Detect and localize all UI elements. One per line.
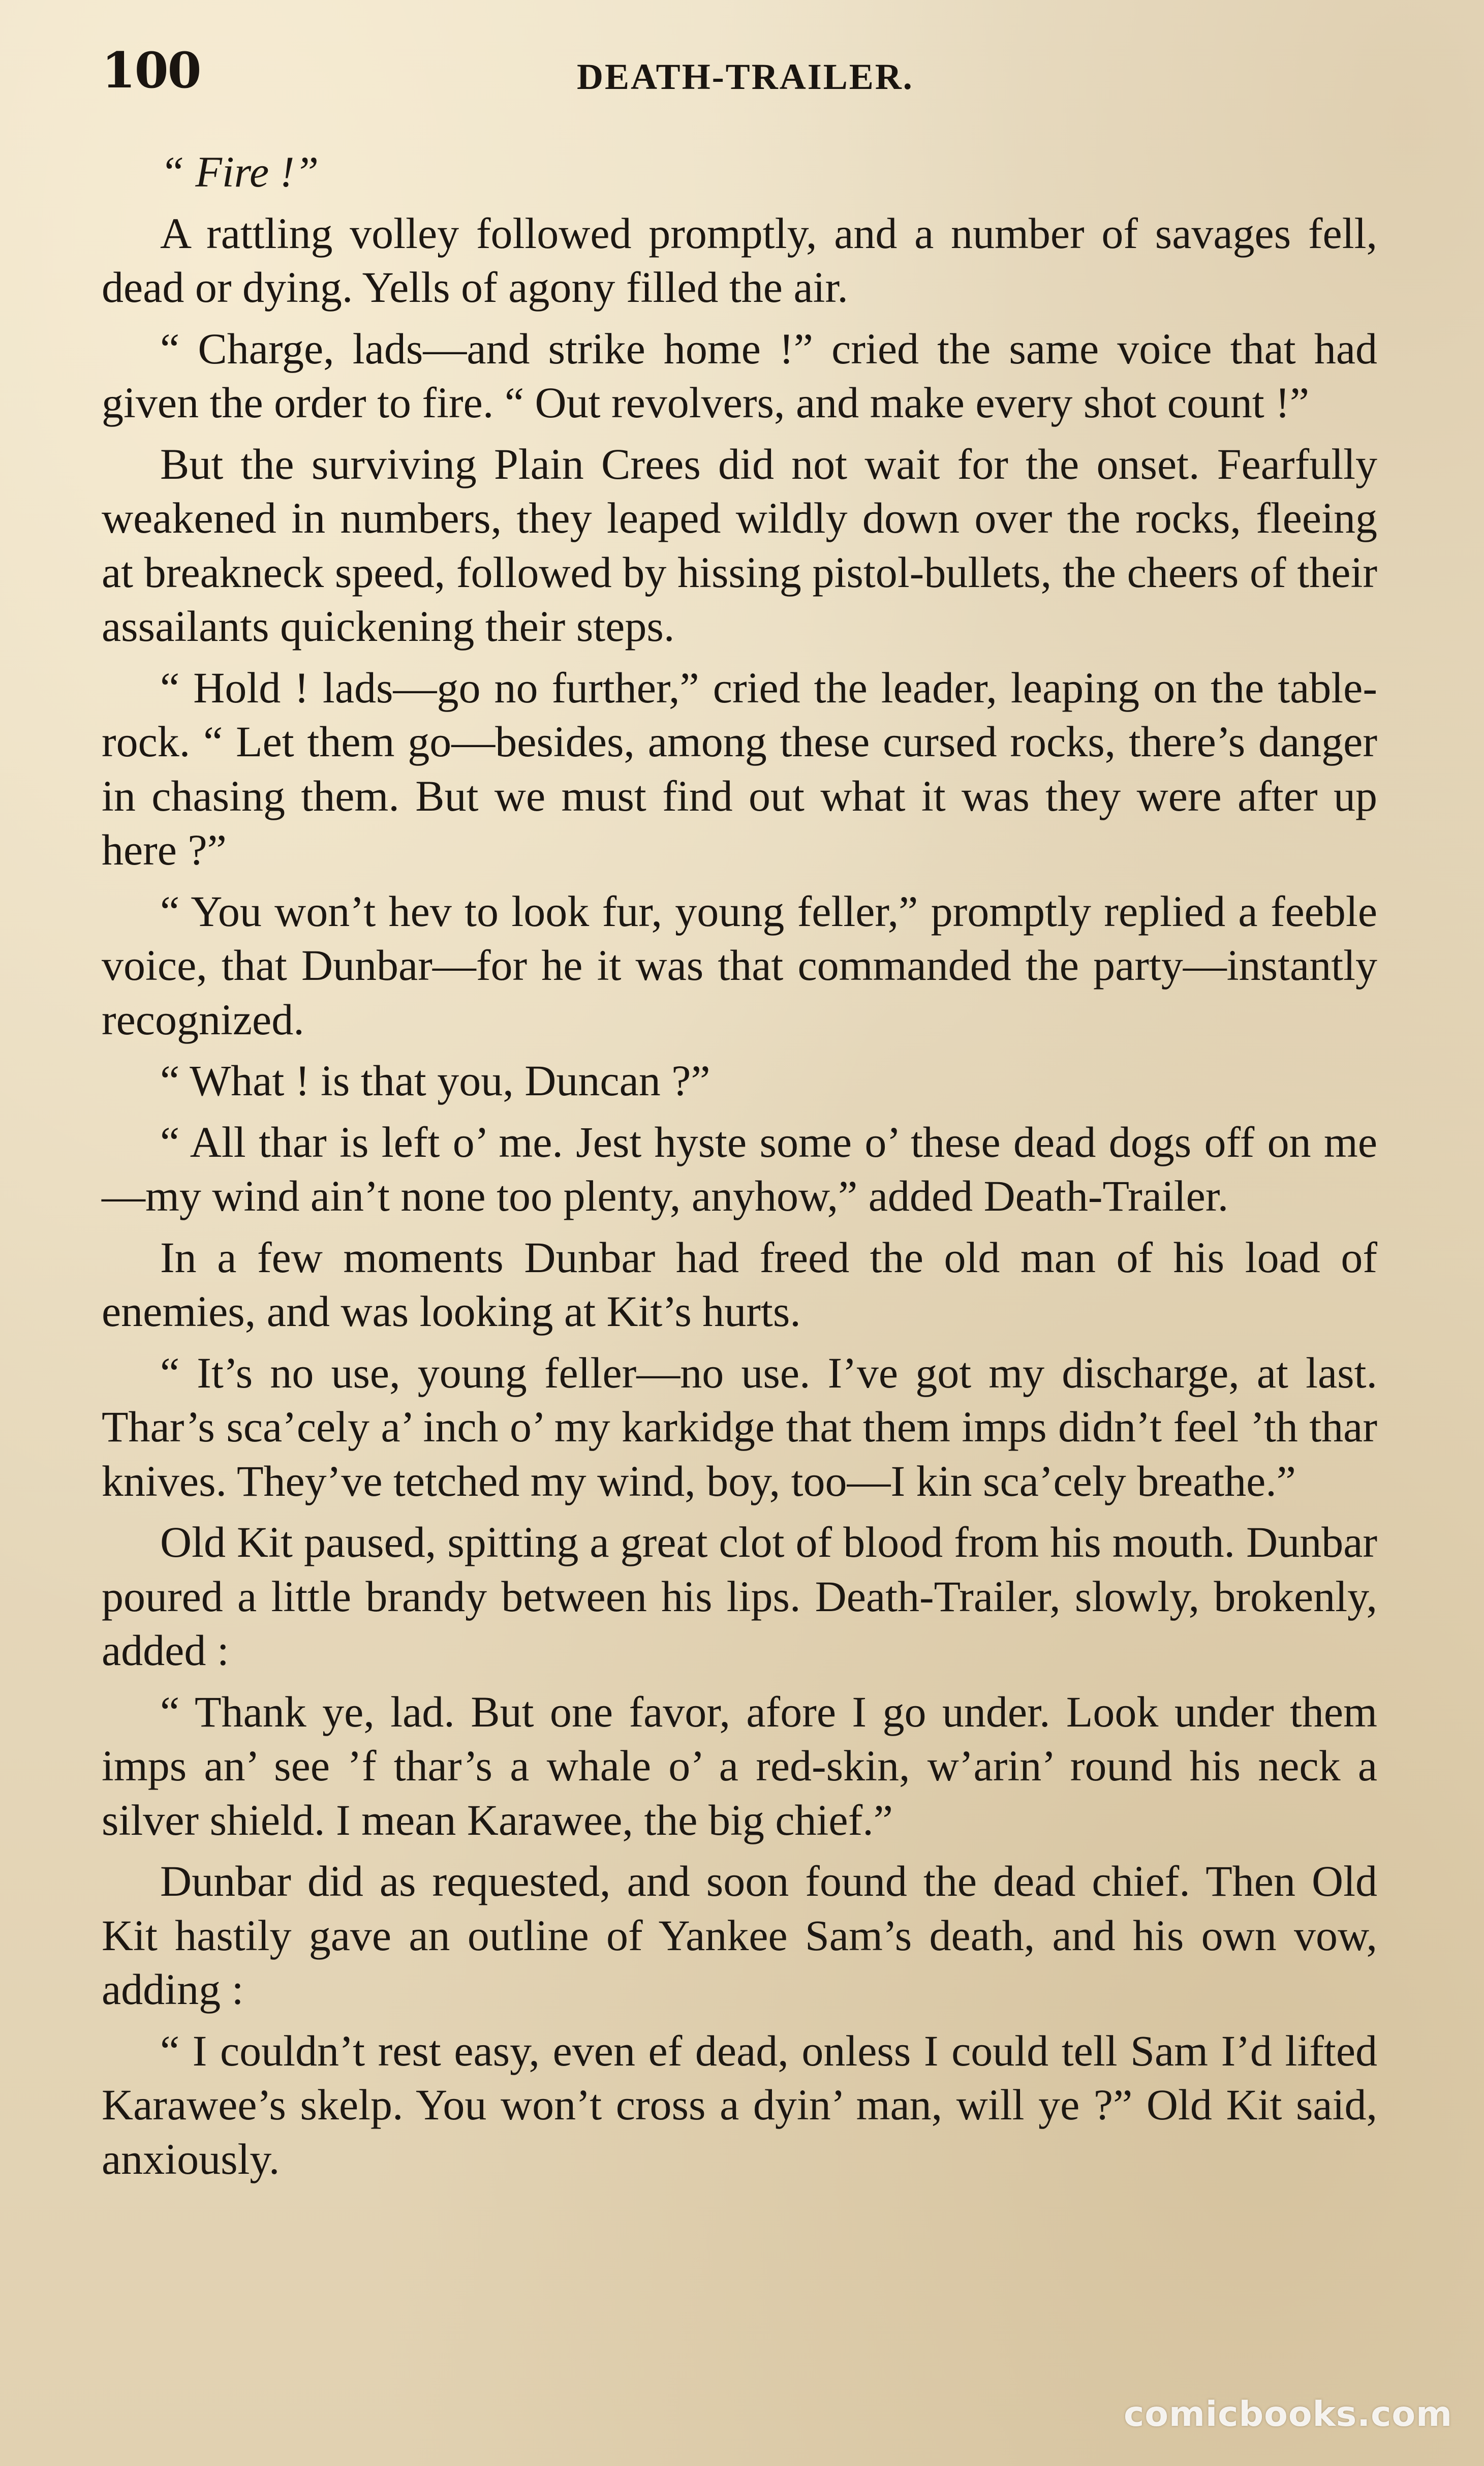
- paragraph: “ You won’t hev to look fur, young feller,” promptly replied a feeble voice, that Dunbar—for he it was that commanded the party—instantly recognized.: [102, 886, 1377, 1044]
- paragraph-fire: “ Fire !”: [160, 147, 319, 196]
- paragraph: “ Charge, lads—and strike home !” cried the same voice that had given the order to fire. “ Out revolvers, and make every shot count !”: [102, 324, 1377, 427]
- paragraph: Old Kit paused, spitting a great clot of blood from his mouth. Dunbar poured a little brandy between his lips. Death-Trailer, slowly, brokenly, added :: [102, 1518, 1377, 1675]
- paragraph: “ Hold ! lads—go no further,” cried the leader, leaping on the table-rock. “ Let them go—besides, among these cursed rocks, there’s danger in chasing them. But we must find out what it was they were after up here ?”: [102, 663, 1377, 874]
- paragraph: “ It’s no use, young feller—no use. I’ve got my discharge, at last. Thar’s sca’cely a’ inch o’ my karkidge that them imps didn’t feel ’th thar knives. They’ve tetched my wind, boy, too—I kin sca’cely breathe.”: [102, 1348, 1377, 1505]
- page-number: 100: [102, 42, 201, 99]
- paragraph: “ All thar is left o’ me. Jest hyste some o’ these dead dogs off on me—my wind ain’t none too plenty, anyhow,” added Death-Trailer.: [102, 1117, 1377, 1220]
- paragraph: A rattling volley followed promptly, and a number of savages fell, dead or dying. Yells of agony filled the air.: [102, 208, 1377, 312]
- paragraph: “ Thank ye, lad. But one favor, afore I go under. Look under them imps an’ see ’f thar’s a whale o’ a red-skin, w’arin’ round his neck a silver shield. I mean Karawee, the big chief.”: [102, 1687, 1377, 1844]
- paragraph: Dunbar did as requested, and soon found the dead chief. Then Old Kit hastily gave an outline of Yankee Sam’s death, and his own vow, adding :: [102, 1857, 1377, 2014]
- watermark: comicbooks.com: [1123, 2394, 1452, 2434]
- paragraph: “ I couldn’t rest easy, even ef dead, onless I could tell Sam I’d lifted Karawee’s skelp. You won’t cross a dyin’ man, will ye ?” Old Kit said, anxiously.: [102, 2026, 1377, 2183]
- running-title: DEATH-TRAILER.: [577, 56, 914, 97]
- paragraph: In a few moments Dunbar had freed the old man of his load of enemies, and was looking at Kit’s hurts.: [102, 1232, 1377, 1336]
- body-text: [102, 145, 1377, 2193]
- running-head: [102, 36, 1382, 112]
- paragraph: But the surviving Plain Crees did not wait for the onset. Fearfully weakened in numbers, they leaped wildly down over the rocks, fleeing at breakneck speed, followed by hissing pistol-bullets, the cheers of their assailants quickening their steps.: [102, 439, 1377, 651]
- paragraph: “ What ! is that you, Duncan ?”: [160, 1056, 710, 1105]
